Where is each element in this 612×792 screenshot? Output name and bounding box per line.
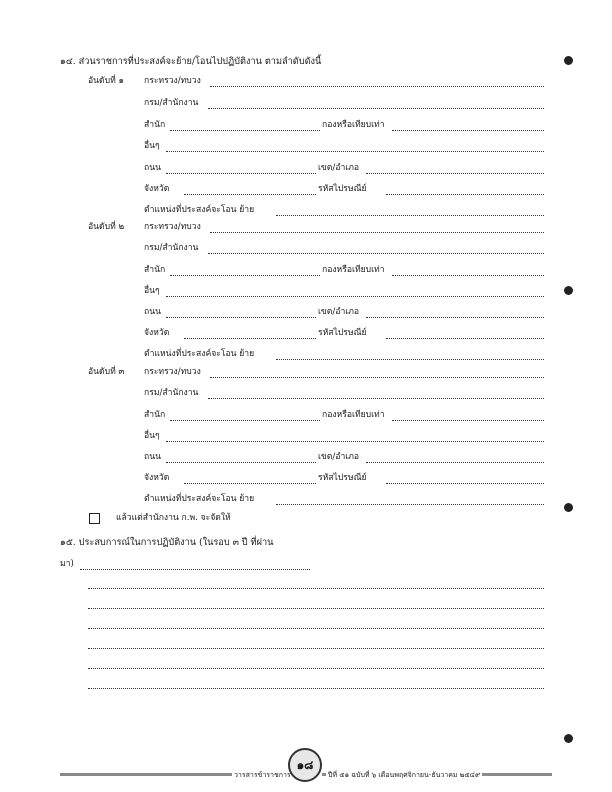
rank-3-label: อันดับที่ ๓	[88, 367, 125, 377]
binder-hole-mark	[564, 503, 573, 512]
postcode-field[interactable]	[386, 194, 544, 195]
rank-1-label: อันดับที่ ๑	[88, 76, 124, 86]
province-field[interactable]	[184, 483, 316, 484]
other-field[interactable]	[166, 296, 544, 297]
binder-hole-mark	[564, 734, 573, 743]
ministry-field[interactable]	[210, 377, 544, 378]
other-label: อื่นๆ	[144, 431, 160, 441]
other-label: อื่นๆ	[144, 286, 160, 296]
department-label: กรม/สำนักงาน	[144, 243, 199, 253]
postcode-label: รหัสไปรษณีย์	[318, 473, 367, 483]
ministry-field[interactable]	[210, 232, 544, 233]
postcode-label: รหัสไปรษณีย์	[318, 328, 367, 338]
department-label: กรม/สำนักงาน	[144, 388, 199, 398]
department-field[interactable]	[208, 253, 544, 254]
position-label: ตำแหน่งที่ประสงค์จะโอน ย้าย	[144, 205, 255, 215]
section-15-title: ๑๕. ประสบการณ์ในการปฏิบัติงาน (ในรอบ ๓ ปี ที่ผ่าน	[60, 537, 274, 548]
division-label: กองหรือเทียบเท่า	[322, 120, 385, 130]
road-field[interactable]	[166, 462, 316, 463]
position-field[interactable]	[276, 215, 544, 216]
experience-line-4[interactable]	[88, 628, 544, 629]
postcode-label: รหัสไปรษณีย์	[318, 184, 367, 194]
division-field[interactable]	[392, 275, 544, 276]
section-14-title: ๑๔. ส่วนราชการที่ประสงค์จะย้าย/โอนไปปฏิบัติงาน ตามลำดับดังนี้	[60, 56, 322, 67]
binder-hole-mark	[564, 56, 573, 65]
district-label: เขต/อำเภอ	[318, 163, 360, 173]
experience-line-7[interactable]	[88, 688, 544, 689]
experience-line-5[interactable]	[88, 648, 544, 649]
other-field[interactable]	[166, 441, 544, 442]
page-number-badge	[288, 748, 322, 782]
office-field[interactable]	[170, 275, 320, 276]
journal-name: วารสารข้าราชการ	[234, 771, 291, 779]
rank-2-label: อันดับที่ ๒	[88, 222, 125, 232]
province-label: จังหวัด	[144, 328, 170, 338]
office-label: สำนัก	[144, 120, 166, 130]
office-assign-checkbox[interactable]	[89, 513, 100, 524]
province-label: จังหวัด	[144, 473, 170, 483]
other-field[interactable]	[166, 151, 544, 152]
province-field[interactable]	[184, 338, 316, 339]
experience-line-3[interactable]	[88, 608, 544, 609]
office-assign-label: แล้วแต่สำนักงาน ก.พ. จะจัดให้	[116, 513, 231, 523]
district-field[interactable]	[366, 317, 544, 318]
journal-issue: ปีที่ ๕๑ ฉบับที่ ๖ เดือนพฤศจิกายน-ธันวาคม ๒๕๔๙	[328, 771, 481, 779]
division-field[interactable]	[392, 420, 544, 421]
road-field[interactable]	[166, 317, 316, 318]
position-label: ตำแหน่งที่ประสงค์จะโอน ย้าย	[144, 494, 255, 504]
ministry-label: กระทรวง/ทบวง	[144, 367, 201, 377]
office-field[interactable]	[170, 420, 320, 421]
section-15-continuation: มา)	[60, 559, 74, 569]
province-field[interactable]	[184, 194, 316, 195]
district-field[interactable]	[366, 462, 544, 463]
department-label: กรม/สำนักงาน	[144, 98, 199, 108]
postcode-field[interactable]	[386, 338, 544, 339]
road-label: ถนน	[144, 307, 161, 317]
road-label: ถนน	[144, 163, 161, 173]
office-label: สำนัก	[144, 410, 166, 420]
office-field[interactable]	[170, 130, 320, 131]
page-number: ๑๘	[296, 757, 314, 772]
postcode-field[interactable]	[386, 483, 544, 484]
binder-hole-mark	[564, 286, 573, 295]
department-field[interactable]	[208, 398, 544, 399]
position-field[interactable]	[276, 359, 544, 360]
experience-line-1[interactable]	[80, 569, 310, 570]
division-label: กองหรือเทียบเท่า	[322, 410, 385, 420]
department-field[interactable]	[208, 108, 544, 109]
other-label: อื่นๆ	[144, 141, 160, 151]
position-field[interactable]	[276, 504, 544, 505]
district-field[interactable]	[366, 173, 544, 174]
road-field[interactable]	[166, 173, 316, 174]
province-label: จังหวัด	[144, 184, 170, 194]
district-label: เขต/อำเภอ	[318, 307, 360, 317]
district-label: เขต/อำเภอ	[318, 452, 360, 462]
experience-line-2[interactable]	[88, 588, 544, 589]
ministry-label: กระทรวง/ทบวง	[144, 222, 201, 232]
ministry-field[interactable]	[210, 86, 544, 87]
division-field[interactable]	[392, 130, 544, 131]
office-label: สำนัก	[144, 265, 166, 275]
experience-line-6[interactable]	[88, 668, 544, 669]
ministry-label: กระทรวง/ทบวง	[144, 76, 201, 86]
position-label: ตำแหน่งที่ประสงค์จะโอน ย้าย	[144, 349, 255, 359]
division-label: กองหรือเทียบเท่า	[322, 265, 385, 275]
road-label: ถนน	[144, 452, 161, 462]
